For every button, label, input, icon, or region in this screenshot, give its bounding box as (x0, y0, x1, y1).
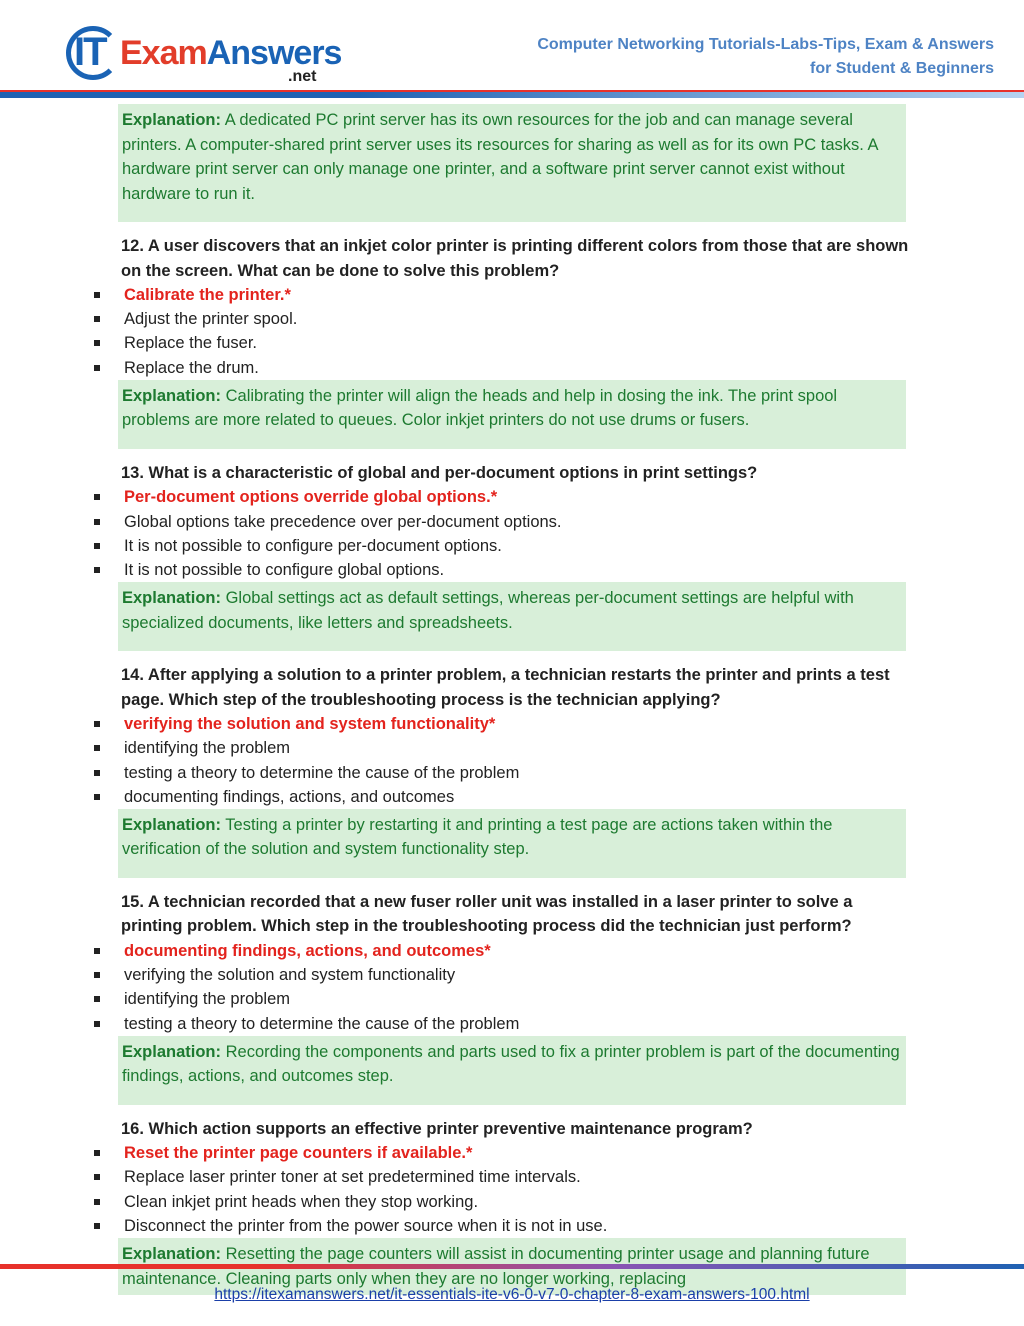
option-text: Replace the drum. (124, 358, 259, 377)
square-bullet-icon (94, 972, 100, 978)
option-text: verifying the solution and system functionality* (124, 715, 496, 734)
explanation-text: Testing a printer by restarting it and printing a test page are actions taken within the verification of the solution and system functionality step. (122, 815, 833, 859)
page-content (0, 104, 1024, 1295)
answer-option (0, 761, 1024, 785)
explanation-box (118, 380, 906, 449)
explanation-label: Explanation: (122, 386, 222, 405)
answer-option (0, 558, 1024, 582)
option-text: documenting findings, actions, and outcomes* (124, 941, 491, 960)
footer-divider (0, 1264, 1024, 1269)
question-text: 13. What is a characteristic of global and per-document options in print settings? (121, 463, 758, 482)
option-text: Clean inkjet print heads when they stop working. (124, 1192, 479, 1211)
answer-option (0, 1165, 1024, 1189)
square-bullet-icon (94, 567, 100, 573)
square-bullet-icon (94, 770, 100, 776)
option-text: Adjust the printer spool. (124, 310, 298, 329)
option-text: Global options take precedence over per-document options. (124, 512, 562, 531)
square-bullet-icon (94, 1174, 100, 1180)
square-bullet-icon (94, 948, 100, 954)
correct-answer-option (0, 283, 1024, 307)
option-text: testing a theory to determine the cause of the problem (124, 1014, 520, 1033)
explanation-label: Explanation: (122, 111, 222, 129)
answer-option (0, 736, 1024, 760)
option-text: It is not possible to configure per-document options. (124, 536, 502, 555)
square-bullet-icon (94, 745, 100, 751)
answer-options (0, 1141, 1024, 1238)
explanation-label: Explanation: (122, 589, 222, 608)
answer-option (0, 1012, 1024, 1036)
answer-options (0, 485, 1024, 582)
option-text: Replace the fuser. (124, 334, 257, 353)
option-text: Calibrate the printer.* (124, 286, 291, 304)
square-bullet-icon (94, 1223, 100, 1229)
option-text: documenting findings, actions, and outcomes (124, 787, 455, 806)
option-text: Per-document options override global options.* (124, 488, 498, 507)
logo-answers: Answers (206, 34, 342, 72)
header-tagline (537, 33, 994, 81)
question-list (0, 234, 1024, 1295)
answer-options (0, 283, 1024, 380)
site-logo[interactable] (66, 22, 342, 88)
square-bullet-icon (94, 1150, 100, 1156)
question-text: 14. After applying a solution to a printer problem, a technician restarts the printer and prints a test page. Which step of the troubleshooting process is the technician applying? (121, 666, 890, 709)
explanation-box (118, 1036, 906, 1105)
logo-it: IT (74, 30, 106, 74)
tagline-line-1: Computer Networking Tutorials-Labs-Tips, Exam & Answers (537, 36, 994, 53)
answer-option (0, 963, 1024, 987)
explanation-label: Explanation: (122, 1245, 222, 1264)
logo-exam: Exam (120, 34, 207, 72)
option-text: It is not possible to configure global options. (124, 560, 445, 579)
correct-answer-option (0, 1141, 1024, 1165)
square-bullet-icon (94, 365, 100, 371)
option-text: verifying the solution and system functionality (124, 966, 456, 985)
answer-option (0, 331, 1024, 355)
option-text: Disconnect the printer from the power source when it is not in use. (124, 1216, 608, 1235)
square-bullet-icon (94, 996, 100, 1002)
correct-answer-option (0, 485, 1024, 509)
square-bullet-icon (94, 519, 100, 525)
page-header (0, 0, 1024, 100)
square-bullet-icon (94, 1021, 100, 1027)
question-text: 16. Which action supports an effective printer preventive maintenance program? (121, 1119, 753, 1138)
square-bullet-icon (94, 794, 100, 800)
question-text: 12. A user discovers that an inkjet color printer is printing different colors from those that are shown on the screen. What can be done to solve this problem? (121, 237, 909, 280)
explanation-box (118, 582, 906, 651)
square-bullet-icon (94, 292, 100, 298)
correct-answer-option (0, 712, 1024, 736)
explanation-text: Global settings act as default settings, whereas per-document settings are helpful with specialized documents, like letters and spreadsheets. (122, 589, 854, 632)
explanation-box (118, 104, 906, 222)
explanation-box (118, 809, 906, 878)
explanation-text: Recording the components and parts used to fix a printer problem is part of the documenting findings, actions, and outcomes step. (122, 1042, 900, 1086)
answer-option (0, 1214, 1024, 1238)
answer-options (0, 939, 1024, 1036)
footer-link[interactable]: https://itexamanswers.net/it-essentials-ite-v6-0-v7-0-chapter-8-exam-answers-100.html (214, 1286, 810, 1303)
explanation-label: Explanation: (122, 815, 222, 834)
option-text: identifying the problem (124, 739, 291, 758)
answer-option (0, 534, 1024, 558)
square-bullet-icon (94, 1199, 100, 1205)
tagline-line-2: for Student & Beginners (809, 60, 994, 77)
square-bullet-icon (94, 494, 100, 500)
option-text: Reset the printer page counters if available.* (124, 1144, 473, 1163)
correct-answer-option (0, 939, 1024, 963)
option-text: testing a theory to determine the cause of the problem (124, 763, 520, 782)
answer-option (0, 510, 1024, 534)
explanation-text: Resetting the page counters will assist in documenting printer usage and planning future maintenance. Cleaning parts only when they are no longer working, replacing (122, 1245, 870, 1288)
header-divider (0, 92, 1024, 98)
explanation-text: Calibrating the printer will align the heads and help in dosing the ink. The print spool problems are more related to queues. Color inkjet printers do not use drums or fusers. (122, 386, 838, 430)
option-text: Replace laser printer toner at set predetermined time intervals. (124, 1168, 581, 1187)
answer-option (0, 987, 1024, 1011)
page-footer (0, 1286, 1024, 1304)
answer-option (0, 785, 1024, 809)
answer-option (0, 356, 1024, 380)
answer-option (0, 1190, 1024, 1214)
question-text: 15. A technician recorded that a new fuser roller unit was installed in a laser printer to solve a printing problem. Which step in the troubleshooting process did the technician just perform? (121, 892, 853, 936)
answer-options (0, 712, 1024, 809)
logo-net: .net (288, 68, 317, 85)
explanation-text: A dedicated PC print server has its own resources for the job and can manage several printers. A computer-shared print server uses its resources for sharing as well as for its own PC tasks. A hardware print server can only manage one printer, and a software print server cannot exist without hardware to run it. (122, 111, 878, 203)
square-bullet-icon (94, 721, 100, 727)
explanation-label: Explanation: (122, 1042, 222, 1061)
square-bullet-icon (94, 543, 100, 549)
answer-option (0, 307, 1024, 331)
option-text: identifying the problem (124, 990, 291, 1009)
square-bullet-icon (94, 316, 100, 322)
square-bullet-icon (94, 340, 100, 346)
